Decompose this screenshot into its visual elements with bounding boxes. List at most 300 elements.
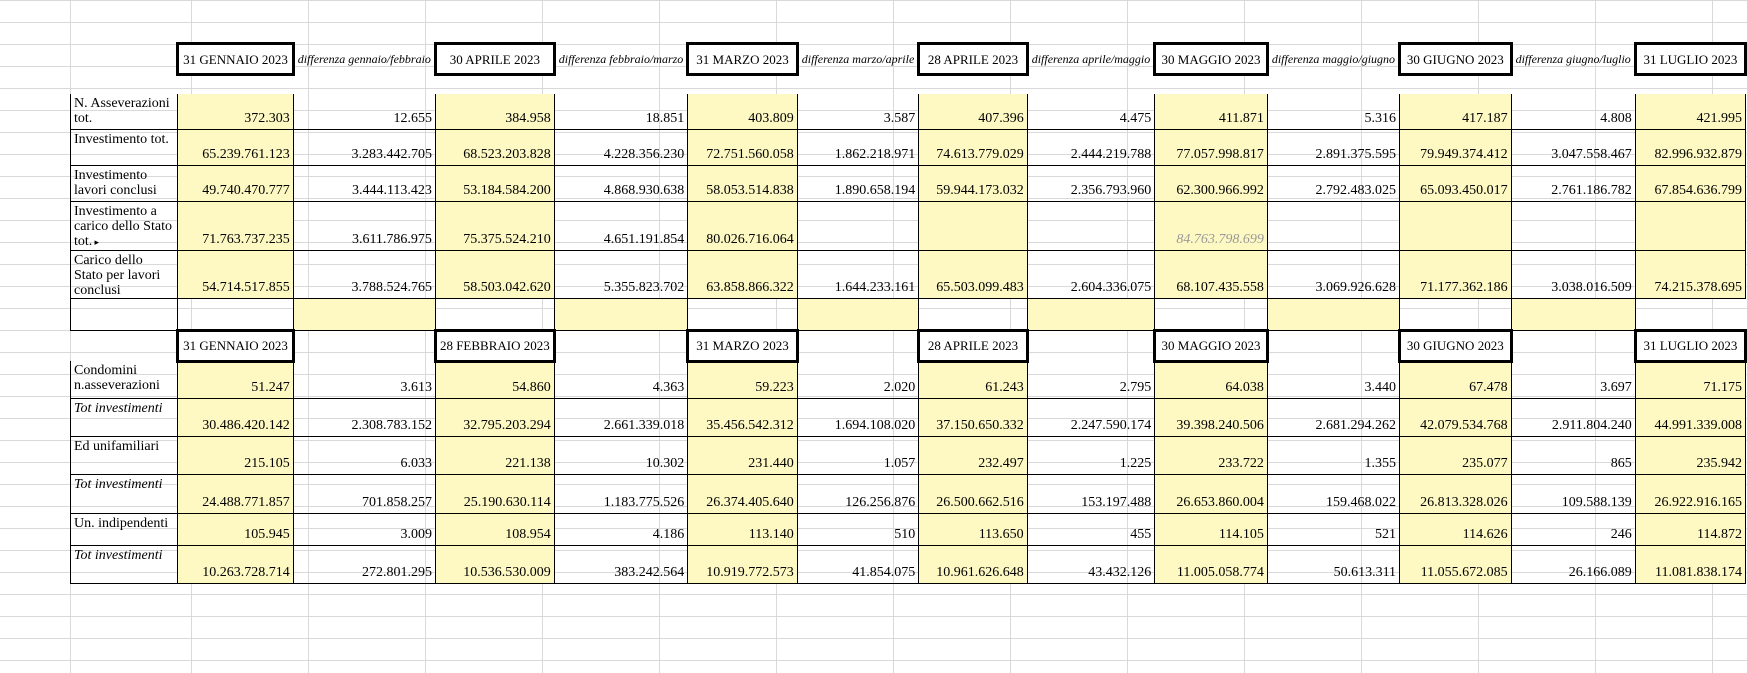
value-cell[interactable]	[797, 398, 919, 436]
row-label-cell[interactable]	[71, 250, 178, 298]
value-cell[interactable]	[178, 129, 293, 165]
cell-value: 71.177.362.186	[1420, 279, 1508, 295]
value-cell[interactable]	[293, 165, 435, 201]
value-cell[interactable]	[1635, 513, 1745, 545]
value-cell[interactable]	[1400, 94, 1512, 129]
header-text: differenza aprile/maggio	[1031, 51, 1151, 66]
cell-value: 3.788.524.765	[351, 279, 432, 295]
date-header-cell[interactable]	[178, 330, 293, 361]
cell-value: 2.308.783.152	[351, 417, 432, 433]
value-cell[interactable]	[293, 545, 435, 583]
value-cell[interactable]	[1635, 361, 1745, 398]
cell-value: 383.242.564	[614, 564, 685, 580]
value-cell[interactable]	[919, 250, 1027, 298]
value-cell[interactable]	[1400, 361, 1512, 398]
value-cell[interactable]	[1635, 250, 1745, 298]
cell-value: 10.263.728.714	[202, 564, 290, 580]
header-text: differenza gennaio/febbraio	[297, 51, 431, 66]
value-cell[interactable]	[435, 250, 554, 298]
spacer-cell	[71, 75, 1746, 95]
header-text: 31 GENNAIO 2023	[183, 338, 288, 353]
value-cell[interactable]	[1400, 474, 1512, 513]
cell-value: 79.949.374.412	[1420, 146, 1508, 162]
cell-value: 74.215.378.695	[1654, 279, 1742, 295]
cell-value: 25.190.630.114	[463, 494, 551, 510]
value-cell[interactable]	[1155, 94, 1268, 129]
value-cell[interactable]	[178, 361, 293, 398]
row-label-cell[interactable]	[71, 129, 178, 165]
value-cell[interactable]	[178, 474, 293, 513]
value-cell[interactable]	[797, 250, 919, 298]
cell-value: 44.991.339.008	[1654, 417, 1742, 433]
separator-cell[interactable]	[688, 298, 797, 330]
separator-cell[interactable]	[1635, 298, 1745, 330]
separator-cell[interactable]	[1267, 298, 1399, 330]
header-text: 30 MAGGIO 2023	[1161, 51, 1261, 67]
cell-value: 4.475	[1119, 110, 1152, 126]
value-cell[interactable]	[293, 474, 435, 513]
value-cell[interactable]	[1635, 545, 1745, 583]
value-cell[interactable]	[293, 201, 435, 250]
cell-value: 113.140	[748, 526, 794, 542]
value-cell[interactable]	[293, 94, 435, 129]
value-cell[interactable]	[178, 94, 293, 129]
value-cell[interactable]	[1511, 474, 1635, 513]
cell-value: 2.792.483.025	[1315, 182, 1397, 198]
value-cell[interactable]	[1511, 361, 1635, 398]
cell-value: 10.961.626.648	[936, 564, 1024, 580]
row-label: Un. indipendenti	[74, 515, 169, 531]
cell-value: 3.069.926.628	[1315, 279, 1397, 295]
value-cell[interactable]	[1400, 250, 1512, 298]
cell-value: 54.860	[512, 379, 551, 395]
value-cell[interactable]	[554, 398, 688, 436]
value-cell[interactable]	[435, 361, 554, 398]
top_headers-row	[71, 44, 1746, 75]
value-cell[interactable]	[554, 474, 688, 513]
value-cell[interactable]	[919, 94, 1027, 129]
cell-value: 5.355.823.702	[603, 279, 685, 295]
value-cell[interactable]	[554, 165, 688, 201]
value-cell[interactable]	[1511, 129, 1635, 165]
cell-value: 2.761.186.782	[1551, 182, 1632, 198]
value-cell[interactable]	[435, 545, 554, 583]
cell-value: 65.093.450.017	[1420, 182, 1508, 198]
row-label: Ed unifamiliari	[74, 438, 160, 454]
value-cell[interactable]	[1267, 474, 1399, 513]
cell-value: 1.355	[1364, 455, 1397, 471]
empty-header-cell[interactable]	[293, 330, 435, 361]
value-cell[interactable]	[1400, 129, 1512, 165]
row-label: Investimento lavori conclusi	[74, 167, 157, 198]
value-cell[interactable]	[435, 436, 554, 474]
cell-value: 701.858.257	[361, 494, 432, 510]
value-cell[interactable]	[797, 165, 919, 201]
value-cell[interactable]	[688, 129, 797, 165]
empty-header-cell[interactable]	[797, 330, 919, 361]
date-header-cell[interactable]	[919, 330, 1027, 361]
value-cell[interactable]	[797, 513, 919, 545]
value-cell[interactable]	[1511, 513, 1635, 545]
value-cell[interactable]	[1635, 436, 1745, 474]
table-row	[71, 361, 1746, 398]
cell-value: 58.503.042.620	[463, 279, 551, 295]
value-cell[interactable]	[1155, 398, 1268, 436]
header-text: 30 MAGGIO 2023	[1161, 338, 1261, 353]
value-cell[interactable]	[554, 201, 688, 250]
value-cell[interactable]	[1400, 398, 1512, 436]
value-cell[interactable]	[1635, 201, 1745, 250]
header-text: 31 MARZO 2023	[696, 51, 789, 67]
empty-header-cell[interactable]	[1027, 330, 1155, 361]
value-cell[interactable]	[797, 361, 919, 398]
value-cell[interactable]	[1267, 436, 1399, 474]
value-cell[interactable]	[797, 545, 919, 583]
row-label-cell[interactable]	[71, 361, 178, 398]
cell-value: 41.854.075	[852, 564, 916, 580]
empty-header-cell[interactable]	[554, 330, 688, 361]
difference-header-cell[interactable]	[1267, 44, 1399, 75]
value-cell[interactable]	[1027, 398, 1155, 436]
date-header-cell[interactable]	[1635, 330, 1745, 361]
cell-value: 113.650	[978, 526, 1024, 542]
value-cell[interactable]	[1027, 545, 1155, 583]
value-cell[interactable]	[1155, 165, 1268, 201]
cell-value: 10.536.530.009	[463, 564, 551, 580]
value-cell[interactable]	[688, 250, 797, 298]
value-cell[interactable]	[178, 545, 293, 583]
value-cell[interactable]	[435, 474, 554, 513]
value-cell[interactable]	[688, 513, 797, 545]
value-cell[interactable]	[688, 361, 797, 398]
value-cell[interactable]	[1511, 250, 1635, 298]
value-cell[interactable]	[1155, 513, 1268, 545]
value-cell[interactable]	[1635, 398, 1745, 436]
cell-value: 455	[1130, 526, 1152, 542]
value-cell[interactable]	[1511, 436, 1635, 474]
header-text: 31 LUGLIO 2023	[1643, 338, 1738, 353]
date-header-cell[interactable]	[1155, 44, 1268, 75]
value-cell[interactable]	[435, 129, 554, 165]
value-cell[interactable]	[178, 165, 293, 201]
cell-value: 82.996.932.879	[1654, 146, 1742, 162]
date-header-cell[interactable]	[435, 330, 554, 361]
date-header-cell[interactable]	[1155, 330, 1268, 361]
row-label-cell[interactable]	[71, 513, 178, 545]
header-text: 30 APRILE 2023	[449, 51, 540, 67]
value-cell[interactable]	[1027, 94, 1155, 129]
row-label-cell[interactable]	[71, 474, 178, 513]
value-cell[interactable]	[688, 545, 797, 583]
value-cell[interactable]	[1155, 545, 1268, 583]
value-cell[interactable]	[797, 201, 919, 250]
cell-value: 1.694.108.020	[834, 417, 916, 433]
value-cell[interactable]	[797, 94, 919, 129]
value-cell[interactable]	[919, 398, 1027, 436]
separator-cell[interactable]	[435, 298, 554, 330]
cell-value: 37.150.650.332	[936, 417, 1024, 433]
cell-value: 105.945	[244, 526, 290, 542]
value-cell[interactable]	[1027, 513, 1155, 545]
cell-value: 865	[1610, 455, 1632, 471]
cell-value: 235.942	[1696, 455, 1742, 471]
value-cell[interactable]	[1511, 165, 1635, 201]
value-cell[interactable]	[919, 201, 1027, 250]
cell-value: 2.795	[1119, 379, 1152, 395]
cell-value: 64.038	[1225, 379, 1264, 395]
separator-cell[interactable]	[178, 298, 293, 330]
date-header-cell[interactable]	[688, 44, 797, 75]
row-label-cell[interactable]	[71, 545, 178, 583]
value-cell[interactable]	[1635, 94, 1745, 129]
value-cell[interactable]	[1267, 513, 1399, 545]
value-cell[interactable]	[178, 436, 293, 474]
value-cell[interactable]	[293, 513, 435, 545]
value-cell[interactable]	[688, 436, 797, 474]
row-label: Condomini n.asseverazioni	[74, 363, 160, 393]
header-text: differenza marzo/aprile	[801, 51, 915, 66]
value-cell[interactable]	[435, 513, 554, 545]
value-cell[interactable]	[1267, 250, 1399, 298]
value-cell[interactable]	[1155, 250, 1268, 298]
cell-value: 62.300.966.992	[1176, 182, 1264, 198]
value-cell[interactable]	[1027, 250, 1155, 298]
value-cell[interactable]	[919, 129, 1027, 165]
cell-value: 3.611.786.975	[351, 231, 432, 247]
value-cell[interactable]	[178, 250, 293, 298]
separator-cell[interactable]	[797, 298, 919, 330]
row-label: Investimento tot.	[74, 131, 169, 147]
difference-header-cell[interactable]	[1511, 44, 1635, 75]
value-cell[interactable]	[1635, 165, 1745, 201]
cell-value: 18.851	[645, 110, 685, 126]
cell-value: 49.740.470.777	[202, 182, 290, 198]
difference-header-cell[interactable]	[293, 44, 435, 75]
separator-cell[interactable]	[1400, 298, 1512, 330]
value-cell[interactable]	[293, 129, 435, 165]
cell-value: 80.026.716.064	[706, 231, 794, 247]
value-cell[interactable]	[435, 398, 554, 436]
separator-cell[interactable]	[554, 298, 688, 330]
value-cell[interactable]	[1635, 474, 1745, 513]
value-cell[interactable]	[919, 165, 1027, 201]
table-row	[71, 201, 1746, 250]
date-header-cell[interactable]	[178, 44, 293, 75]
value-cell[interactable]	[1027, 165, 1155, 201]
value-cell[interactable]	[293, 398, 435, 436]
cell-value: 235.077	[1462, 455, 1508, 471]
value-cell[interactable]	[1635, 129, 1745, 165]
value-cell[interactable]	[178, 513, 293, 545]
value-cell[interactable]	[554, 250, 688, 298]
cell-value: 153.197.488	[1081, 494, 1152, 510]
value-cell[interactable]	[1155, 201, 1268, 250]
date-header-cell[interactable]	[1400, 44, 1512, 75]
value-cell[interactable]	[688, 398, 797, 436]
date-header-cell[interactable]	[1635, 44, 1745, 75]
cell-value: 3.283.442.705	[351, 146, 432, 162]
cell-value: 75.375.524.210	[463, 231, 551, 247]
value-cell[interactable]	[554, 361, 688, 398]
cell-value: 1.183.775.526	[603, 494, 685, 510]
table-row	[71, 129, 1746, 165]
header-text: differenza giugno/luglio	[1515, 51, 1631, 66]
value-cell[interactable]	[554, 545, 688, 583]
bottom_headers-row	[71, 330, 1746, 361]
value-cell[interactable]	[1400, 513, 1512, 545]
value-cell[interactable]	[1027, 474, 1155, 513]
cell-value: 3.444.113.423	[351, 182, 432, 198]
header-text: 28 APRILE 2023	[927, 338, 1019, 353]
cell-value: 1.225	[1119, 455, 1152, 471]
cell-value: 411.871	[1218, 110, 1264, 126]
value-cell[interactable]	[435, 201, 554, 250]
separator-cell[interactable]	[71, 298, 178, 330]
value-cell[interactable]	[1267, 129, 1399, 165]
value-cell[interactable]	[1267, 165, 1399, 201]
date-header-cell[interactable]	[919, 44, 1027, 75]
difference-header-cell[interactable]	[1027, 44, 1155, 75]
value-cell[interactable]	[1027, 129, 1155, 165]
value-cell[interactable]	[293, 436, 435, 474]
separator-cell[interactable]	[1027, 298, 1155, 330]
cell-value: 5.316	[1364, 110, 1397, 126]
value-cell[interactable]	[1400, 165, 1512, 201]
value-cell[interactable]	[1511, 545, 1635, 583]
separator-cell[interactable]	[293, 298, 435, 330]
cell-value: 421.995	[1696, 110, 1742, 126]
cell-value: 26.166.089	[1568, 564, 1632, 580]
cell-value: 232.497	[978, 455, 1024, 471]
date-header-cell[interactable]	[1400, 330, 1512, 361]
cell-value: 1.057	[883, 455, 916, 471]
value-cell[interactable]	[797, 129, 919, 165]
row-label-cell[interactable]	[71, 201, 178, 250]
value-cell[interactable]	[1155, 436, 1268, 474]
row-label: Carico dello Stato per lavori conclusi	[74, 252, 161, 298]
value-cell[interactable]	[1027, 436, 1155, 474]
cell-value: 65.239.761.123	[202, 146, 290, 162]
cell-value: 11.005.058.774	[1176, 564, 1264, 580]
row-label-cell[interactable]	[71, 165, 178, 201]
value-cell[interactable]	[1027, 361, 1155, 398]
header-corner-cell[interactable]	[71, 44, 178, 75]
value-cell[interactable]	[1511, 201, 1635, 250]
value-cell[interactable]	[797, 436, 919, 474]
cell-value: 3.613	[400, 379, 432, 395]
cell-value: 215.105	[244, 455, 290, 471]
value-cell[interactable]	[1155, 361, 1268, 398]
value-cell[interactable]	[919, 436, 1027, 474]
cell-value: 2.247.590.174	[1070, 417, 1152, 433]
separator-cell[interactable]	[919, 298, 1027, 330]
cell-value: 67.854.636.799	[1654, 182, 1742, 198]
row-label: Tot investimenti	[74, 547, 163, 563]
value-cell[interactable]	[435, 94, 554, 129]
separator-row	[71, 298, 1746, 330]
cell-value: 246	[1610, 526, 1632, 542]
cell-value: 26.374.405.640	[706, 494, 794, 510]
value-cell[interactable]	[1267, 201, 1399, 250]
cell-value: 114.105	[1218, 526, 1264, 542]
cell-value: 233.722	[1218, 455, 1264, 471]
difference-header-cell[interactable]	[554, 44, 688, 75]
row-label-cell[interactable]	[71, 436, 178, 474]
value-cell[interactable]	[1400, 436, 1512, 474]
cell-value: 4.186	[652, 526, 685, 542]
cell-value: 231.440	[748, 455, 794, 471]
value-cell[interactable]	[919, 361, 1027, 398]
cell-value: 32.795.203.294	[463, 417, 551, 433]
row-label-cell[interactable]	[71, 398, 178, 436]
value-cell[interactable]	[1511, 94, 1635, 129]
cell-value: 68.523.203.828	[463, 146, 551, 162]
row-label-cell[interactable]	[71, 94, 178, 129]
row-label: Investimento a carico dello Stato tot.	[74, 203, 172, 249]
value-cell[interactable]	[1267, 398, 1399, 436]
value-cell[interactable]	[1267, 361, 1399, 398]
value-cell[interactable]	[1155, 129, 1268, 165]
cell-value: 372.303	[244, 110, 290, 126]
value-cell[interactable]	[919, 513, 1027, 545]
value-cell[interactable]	[1511, 398, 1635, 436]
value-cell[interactable]	[797, 474, 919, 513]
value-cell[interactable]	[293, 361, 435, 398]
cell-value: 510	[894, 526, 916, 542]
value-cell[interactable]	[178, 398, 293, 436]
difference-header-cell[interactable]	[797, 44, 919, 75]
table-row	[71, 513, 1746, 545]
value-cell[interactable]	[919, 545, 1027, 583]
value-cell[interactable]	[1267, 545, 1399, 583]
cell-value: 24.488.771.857	[202, 494, 290, 510]
value-cell[interactable]	[688, 201, 797, 250]
value-cell[interactable]	[554, 94, 688, 129]
value-cell[interactable]	[554, 129, 688, 165]
value-cell[interactable]	[1155, 474, 1268, 513]
cell-value: 3.047.558.467	[1551, 146, 1632, 162]
separator-cell[interactable]	[1155, 298, 1268, 330]
value-cell[interactable]	[1267, 94, 1399, 129]
value-cell[interactable]	[293, 250, 435, 298]
cell-value: 3.440	[1364, 379, 1397, 395]
value-cell[interactable]	[554, 436, 688, 474]
value-cell[interactable]	[688, 94, 797, 129]
separator-cell[interactable]	[1511, 298, 1635, 330]
date-header-cell[interactable]	[688, 330, 797, 361]
header-text: 28 APRILE 2023	[927, 51, 1019, 67]
value-cell[interactable]	[688, 165, 797, 201]
date-header-cell[interactable]	[435, 44, 554, 75]
value-cell[interactable]	[1400, 545, 1512, 583]
value-cell[interactable]	[688, 474, 797, 513]
cell-value: 35.456.542.312	[706, 417, 794, 433]
value-cell[interactable]	[554, 513, 688, 545]
value-cell[interactable]	[178, 201, 293, 250]
cell-value: 26.653.860.004	[1176, 494, 1264, 510]
cell-value: 2.604.336.075	[1070, 279, 1152, 295]
value-cell[interactable]	[1400, 201, 1512, 250]
cell-value: 6.033	[400, 455, 432, 471]
cell-value: 77.057.998.817	[1176, 146, 1264, 162]
empty-header-cell[interactable]	[1511, 330, 1635, 361]
value-cell[interactable]	[435, 165, 554, 201]
value-cell[interactable]	[1027, 201, 1155, 250]
header-corner-cell[interactable]	[71, 330, 178, 361]
header-text: 31 LUGLIO 2023	[1643, 51, 1738, 67]
value-cell[interactable]	[919, 474, 1027, 513]
empty-header-cell[interactable]	[1267, 330, 1399, 361]
